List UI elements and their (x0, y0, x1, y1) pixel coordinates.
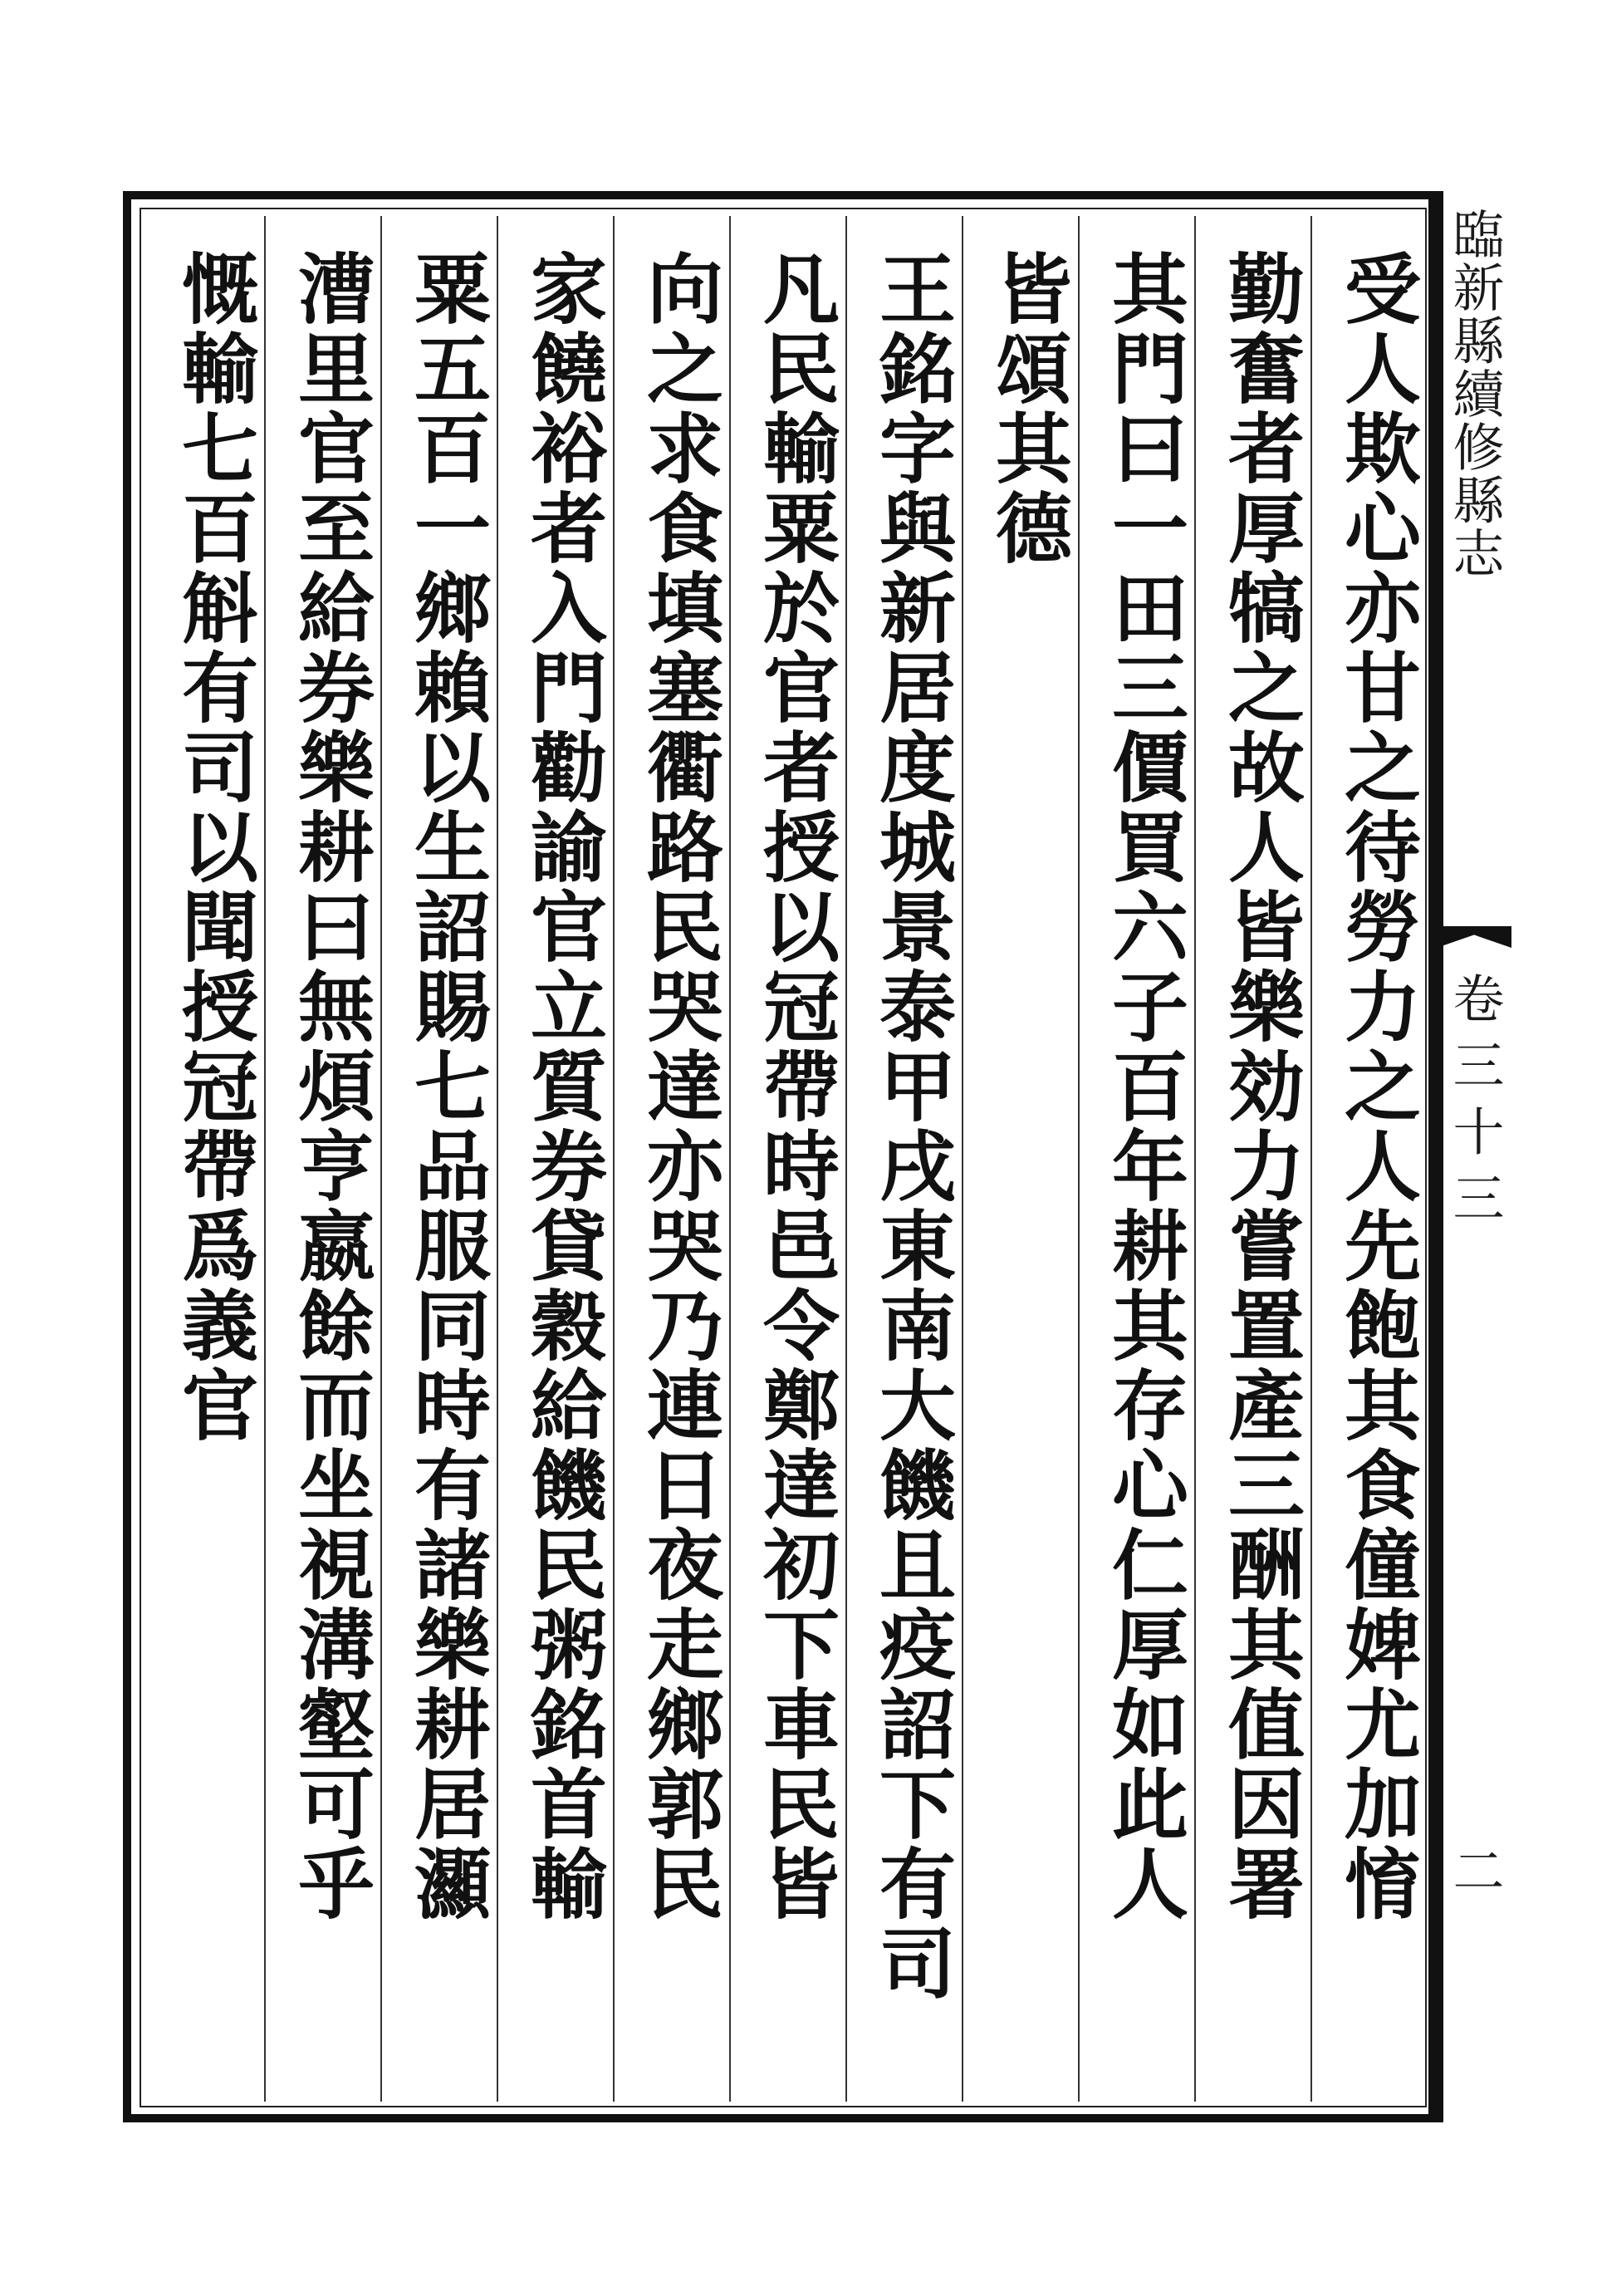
banxin-rule (1428, 191, 1437, 2122)
text-column-6: 凡民輸粟於官者授以冠帶時邑令鄭達初下車民皆 (751, 249, 840, 1924)
text-column-9: 粟五百一鄉賴以生詔賜七品服同時有諸樂耕居灦 (402, 249, 492, 1924)
text-column-1: 受人欺心亦甘之待勞力之人先飽其食僮婢尤加㥔 (1332, 249, 1422, 1924)
text-column-8: 家饒裕者入門勸諭官立質券貸穀給饑民粥銘首輸 (518, 249, 608, 1924)
text-column-4: 皆頌其德 (983, 249, 1073, 568)
fishtail-mark (1437, 926, 1511, 948)
banxin-margin (1428, 191, 1511, 2122)
text-column-2: 勤奮者厚犒之故人皆樂効力嘗置產三酬其值因署 (1216, 249, 1306, 1924)
page-number: 二 (1444, 1844, 1505, 1896)
text-column-10: 漕里官至給券樂耕曰無煩亨嬴餘而坐視溝壑可乎 (286, 249, 375, 1924)
book-title: 臨新縣續修縣志 (1444, 208, 1505, 580)
text-column-3: 其門曰一田三價買六子百年耕其存心仁厚如此人 (1100, 249, 1189, 1924)
text-column-5: 王銘字與新居度城景泰甲戌東南大饑且疫詔下有司 (867, 249, 957, 2004)
text-column-11: 慨輸七百斛有司以聞授冠帶爲義官 (169, 249, 259, 1445)
text-column-7: 向之求食填塞衢路民哭達亦哭乃連日夜走鄉郭民 (634, 249, 724, 1924)
volume-number: 卷三十三 (1444, 972, 1505, 1238)
